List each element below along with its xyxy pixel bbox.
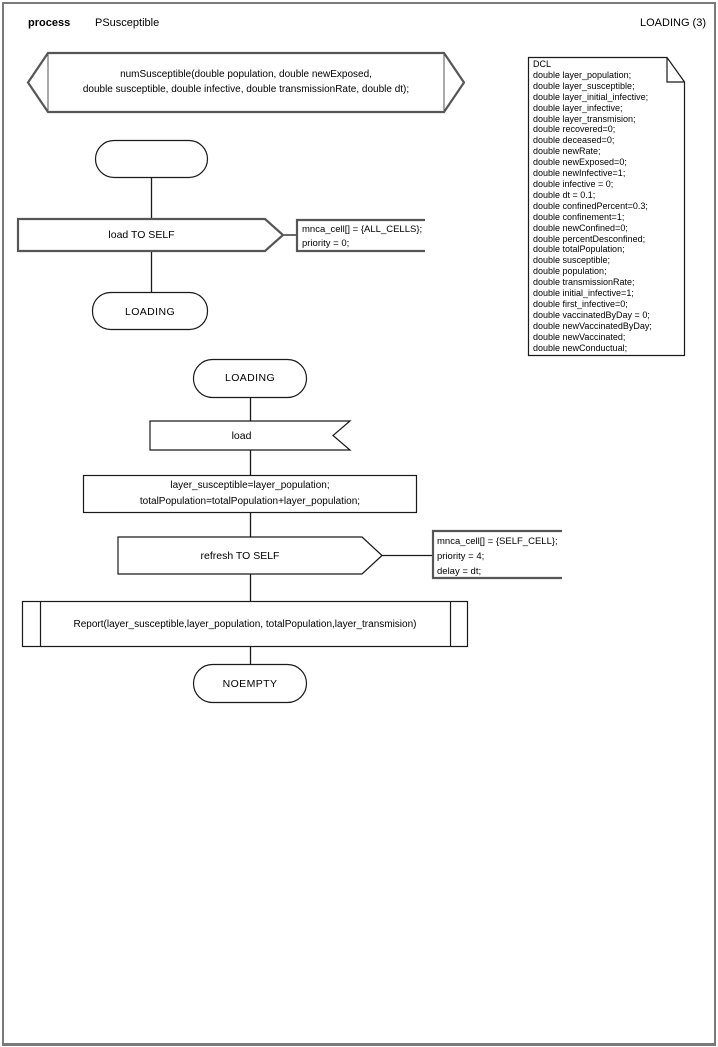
dcl-line: double percentDesconfined; [533, 233, 646, 244]
dcl-title: DCL [533, 59, 552, 69]
dcl-line: double newConductual; [533, 342, 628, 353]
dcl-line: double deceased=0; [533, 135, 615, 146]
start-symbol[interactable] [96, 141, 208, 178]
dcl-line: double layer_transmision; [533, 113, 636, 124]
header-kind-label: process [28, 17, 71, 29]
input-load-label: load [231, 429, 252, 442]
dcl-line: double newRate; [533, 146, 601, 157]
dcl-line: double totalPopulation; [533, 244, 625, 255]
dcl-lines [533, 70, 681, 354]
state-loading-2-label: LOADING [224, 372, 276, 384]
comment2-text [437, 535, 558, 579]
dcl-line: double confinedPercent=0.3; [533, 200, 648, 211]
dcl-line: double layer_population; [533, 69, 632, 80]
task-text [83, 475, 417, 513]
dcl-line: double newVaccinatedByDay; [533, 320, 652, 331]
header-page-label: LOADING (3) [639, 17, 706, 29]
header-process-name: PSusceptible [95, 17, 160, 29]
output-load-label: load TO SELF [108, 229, 175, 241]
dcl-line: double vaccinatedByDay = 0; [533, 309, 650, 320]
comment-line: mnca_cell[] = {ALL_CELLS}; [302, 224, 423, 235]
dcl-line: double population; [533, 266, 607, 277]
dcl-line: double confinement=1; [533, 211, 625, 222]
dcl-line: double layer_infective; [533, 102, 623, 113]
dcl-line: double transmissionRate; [533, 277, 635, 288]
dcl-line: double recovered=0; [533, 124, 616, 135]
comment-line: delay = dt; [437, 565, 482, 577]
dcl-line: double dt = 0.1; [533, 189, 596, 200]
dcl-line: double initial_infective=1; [533, 288, 634, 299]
comment-line: mnca_cell[] = {SELF_CELL}; [437, 536, 558, 547]
dcl-line: double newInfective=1; [533, 168, 626, 179]
task-line: layer_susceptible=layer_population; [170, 480, 330, 491]
dcl-line: double layer_susceptible; [533, 80, 635, 91]
procedure-call-label: Report(layer_susceptible,layer_population, totalPopulation,layer_transmision) [73, 618, 417, 630]
state-noempty-label: NOEMPTY [222, 677, 278, 690]
comment-line: priority = 4; [437, 550, 485, 562]
state-loading-1-label: LOADING [124, 305, 176, 318]
comment-line: priority = 0; [302, 238, 350, 249]
dcl-text-block [533, 59, 681, 353]
task-line: totalPopulation=totalPopulation+layer_population; [139, 496, 361, 507]
dcl-line: double layer_initial_infective; [533, 91, 649, 102]
procedure-signature-text [48, 54, 444, 110]
dcl-line: double newVaccinated; [533, 331, 626, 342]
dcl-line: double first_infective=0; [533, 298, 628, 309]
dcl-line: double infective = 0; [533, 178, 614, 189]
dcl-line: double newExposed=0; [533, 157, 627, 168]
dcl-line: double newConfined=0; [533, 222, 628, 233]
dcl-line: double susceptible; [533, 255, 611, 266]
signature-line: numSusceptible(double population, double newExposed, [120, 69, 372, 80]
signature-line: double susceptible, double infective, double transmissionRate, double dt); [82, 84, 410, 95]
comment1-text [302, 223, 422, 251]
output-refresh-label: refresh TO SELF [200, 549, 280, 562]
